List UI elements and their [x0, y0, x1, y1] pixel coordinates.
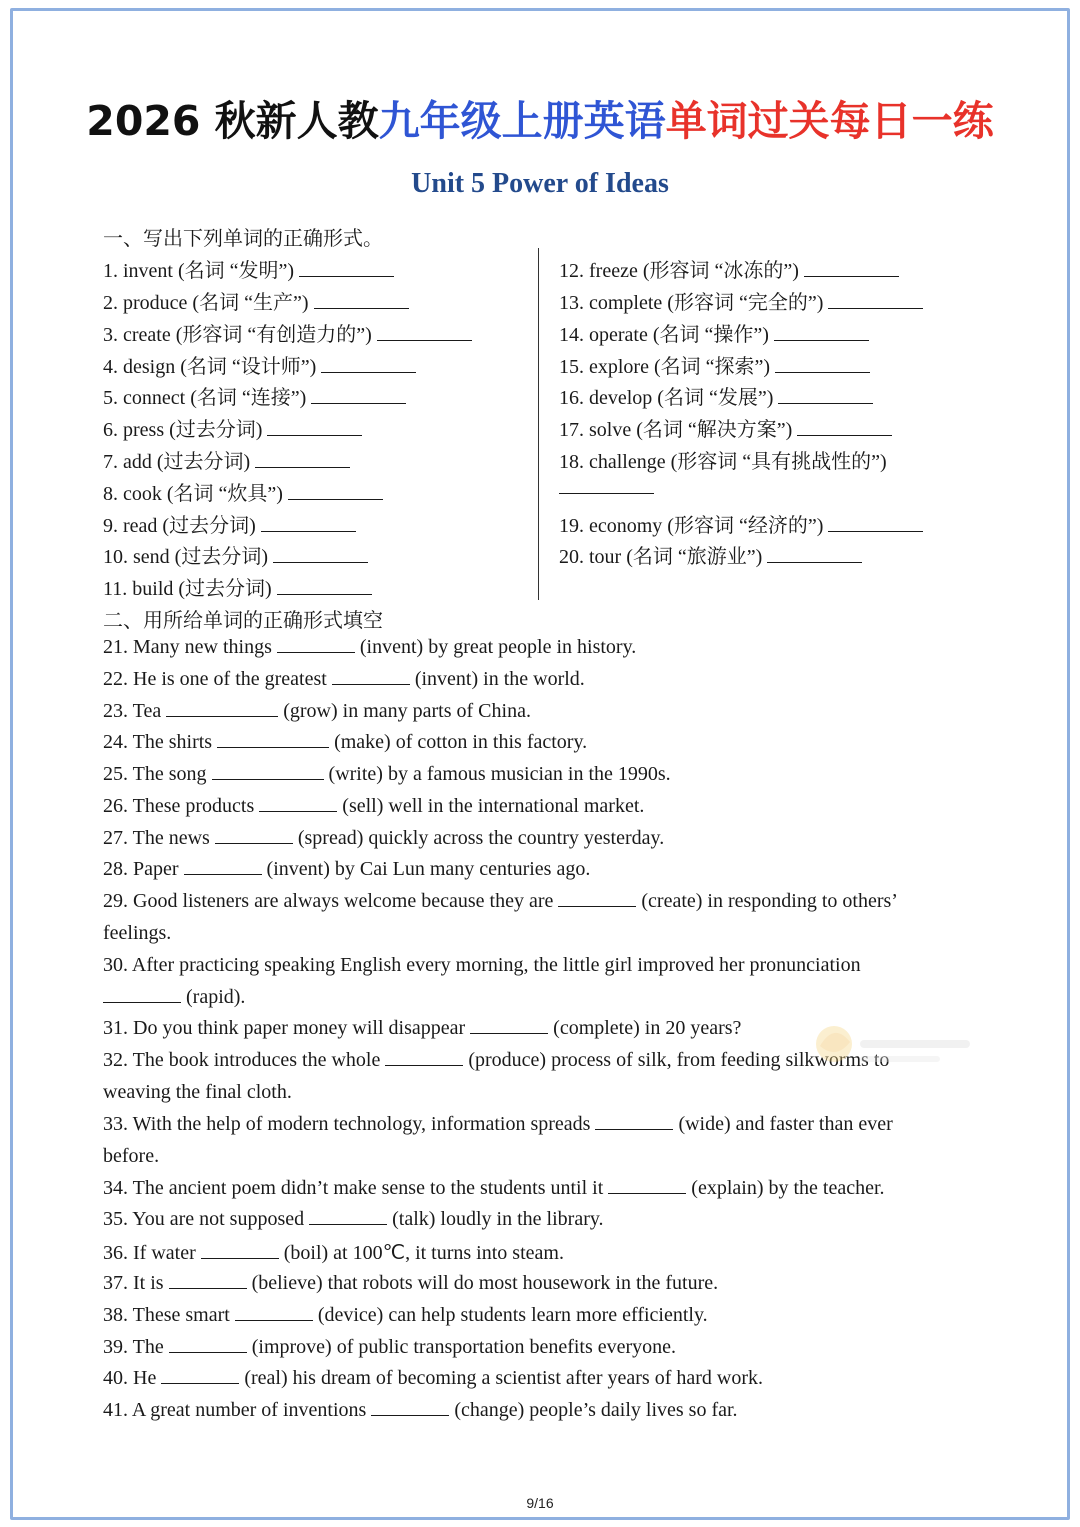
exercise-item: 12. freeze (形容词 “冰冻的”)	[559, 254, 899, 283]
answer-blank[interactable]	[212, 763, 324, 780]
answer-blank[interactable]	[775, 356, 870, 373]
answer-blank[interactable]	[273, 546, 368, 563]
exercise-item: 13. complete (形容词 “完全的”)	[559, 286, 923, 315]
answer-blank[interactable]	[797, 419, 892, 436]
exercise-item: 37. It is (believe) that robots will do most housework in the future.	[103, 1272, 719, 1294]
exercise-item: 23. Tea (grow) in many parts of China.	[103, 700, 531, 722]
exercise-item-continued	[559, 477, 654, 500]
answer-blank[interactable]	[385, 1049, 463, 1066]
answer-blank[interactable]	[311, 387, 406, 404]
exercise-item: 34. The ancient poem didn’t make sense to the students until it (explain) by the teacher.	[103, 1177, 885, 1199]
exercise-item: 5. connect (名词 “连接”)	[103, 381, 406, 410]
exercise-item: 9. read (过去分词)	[103, 509, 356, 538]
answer-blank[interactable]	[608, 1177, 686, 1194]
watermark-logo	[806, 1016, 986, 1086]
exercise-item: 1. invent (名词 “发明”)	[103, 254, 394, 283]
exercise-item: 7. add (过去分词)	[103, 445, 350, 474]
exercise-item: 14. operate (名词 “操作”)	[559, 318, 869, 347]
answer-blank[interactable]	[332, 668, 410, 685]
answer-blank[interactable]	[828, 292, 923, 309]
answer-blank[interactable]	[288, 483, 383, 500]
exercise-item: 22. He is one of the greatest (invent) in the world.	[103, 668, 585, 690]
answer-blank[interactable]	[166, 700, 278, 717]
unit-subtitle: Unit 5 Power of Ideas	[411, 168, 669, 199]
answer-blank[interactable]	[103, 986, 181, 1003]
answer-blank[interactable]	[235, 1304, 313, 1321]
answer-blank[interactable]	[169, 1336, 247, 1353]
answer-blank[interactable]	[161, 1367, 239, 1384]
answer-blank[interactable]	[277, 636, 355, 653]
answer-blank[interactable]	[261, 515, 356, 532]
exercise-item: 11. build (过去分词)	[103, 572, 372, 601]
answer-blank[interactable]	[201, 1242, 279, 1259]
exercise-item: 29. Good listeners are always welcome because they are (create) in responding to others’	[103, 890, 898, 912]
answer-blank[interactable]	[595, 1113, 673, 1130]
answer-blank[interactable]	[377, 324, 472, 341]
title-part-3: 单词过关每日一练	[665, 97, 994, 145]
exercise-item: 21. Many new things (invent) by great people in history.	[103, 636, 637, 658]
exercise-item: 19. economy (形容词 “经济的”)	[559, 509, 923, 538]
answer-blank[interactable]	[309, 1208, 387, 1225]
exercise-item: 28. Paper (invent) by Cai Lun many centuries ago.	[103, 858, 591, 880]
exercise-item: 35. You are not supposed (talk) loudly in the library.	[103, 1208, 604, 1230]
exercise-item: 16. develop (名词 “发展”)	[559, 381, 873, 410]
exercise-item: 27. The news (spread) quickly across the country yesterday.	[103, 827, 665, 849]
title-part-1: 2026 秋新人教	[86, 97, 379, 145]
exercise-item: 36. If water (boil) at 100℃, it turns into steam.	[103, 1242, 564, 1264]
answer-blank[interactable]	[184, 858, 262, 875]
answer-blank[interactable]	[558, 890, 636, 907]
exercise-item-continued: feelings.	[103, 922, 172, 944]
exercise-item: 2. produce (名词 “生产”)	[103, 286, 409, 315]
answer-blank[interactable]	[767, 546, 862, 563]
exercise-item-continued: weaving the final cloth.	[103, 1081, 292, 1103]
answer-blank[interactable]	[774, 324, 869, 341]
section2-heading: 二、用所给单词的正确形式填空	[103, 610, 383, 632]
exercise-item: 3. create (形容词 “有创造力的”)	[103, 318, 472, 347]
answer-blank[interactable]	[470, 1017, 548, 1034]
exercise-item-continued: before.	[103, 1145, 160, 1167]
exercise-item: 26. These products (sell) well in the international market.	[103, 795, 645, 817]
exercise-item: 38. These smart (device) can help students learn more efficiently.	[103, 1304, 708, 1326]
answer-blank[interactable]	[371, 1399, 449, 1416]
exercise-item: 10. send (过去分词)	[103, 540, 368, 569]
section1-heading: 一、写出下列单词的正确形式。	[103, 228, 383, 250]
answer-blank[interactable]	[559, 477, 654, 494]
exercise-item: 20. tour (名词 “旅游业”)	[559, 540, 862, 569]
page-number: 9/16	[526, 1495, 554, 1511]
exercise-item: 41. A great number of inventions (change) people’s daily lives so far.	[103, 1399, 738, 1421]
answer-blank[interactable]	[255, 451, 350, 468]
answer-blank[interactable]	[215, 827, 293, 844]
answer-blank[interactable]	[259, 795, 337, 812]
exercise-item: 40. He (real) his dream of becoming a scientist after years of hard work.	[103, 1367, 764, 1389]
answer-blank[interactable]	[321, 356, 416, 373]
exercise-item: 4. design (名词 “设计师”)	[103, 350, 416, 379]
exercise-item: 6. press (过去分词)	[103, 413, 362, 442]
exercise-item: 25. The song (write) by a famous musician in the 1990s.	[103, 763, 671, 785]
exercise-item: 8. cook (名词 “炊具”)	[103, 477, 383, 506]
exercise-item: 17. solve (名词 “解决方案”)	[559, 413, 892, 442]
answer-blank[interactable]	[828, 515, 923, 532]
exercise-item: 15. explore (名词 “探索”)	[559, 350, 870, 379]
answer-blank[interactable]	[778, 387, 873, 404]
exercise-item: 33. With the help of modern technology, information spreads (wide) and faster than ever	[103, 1113, 893, 1135]
exercise-item: 18. challenge (形容词 “具有挑战性的”)	[559, 451, 887, 473]
answer-blank[interactable]	[277, 578, 372, 595]
exercise-item: 30. After practicing speaking English every morning, the little girl improved her pronunciation	[103, 954, 861, 976]
answer-blank[interactable]	[267, 419, 362, 436]
answer-blank[interactable]	[314, 292, 409, 309]
answer-blank[interactable]	[169, 1272, 247, 1289]
exercise-item: 32. The book introduces the whole (produce) process of silk, from feeding silkworms to	[103, 1049, 890, 1071]
exercise-item: 31. Do you think paper money will disappear (complete) in 20 years?	[103, 1017, 742, 1039]
exercise-item: 39. The (improve) of public transportation benefits everyone.	[103, 1336, 677, 1358]
answer-blank[interactable]	[217, 731, 329, 748]
title-part-2: 九年级上册英语	[378, 97, 666, 145]
answer-blank[interactable]	[299, 260, 394, 277]
column-divider	[538, 248, 539, 600]
exercise-item: 24. The shirts (make) of cotton in this factory.	[103, 731, 588, 753]
answer-blank[interactable]	[804, 260, 899, 277]
exercise-item-continued: (rapid).	[103, 986, 245, 1009]
page-title	[0, 88, 1080, 147]
